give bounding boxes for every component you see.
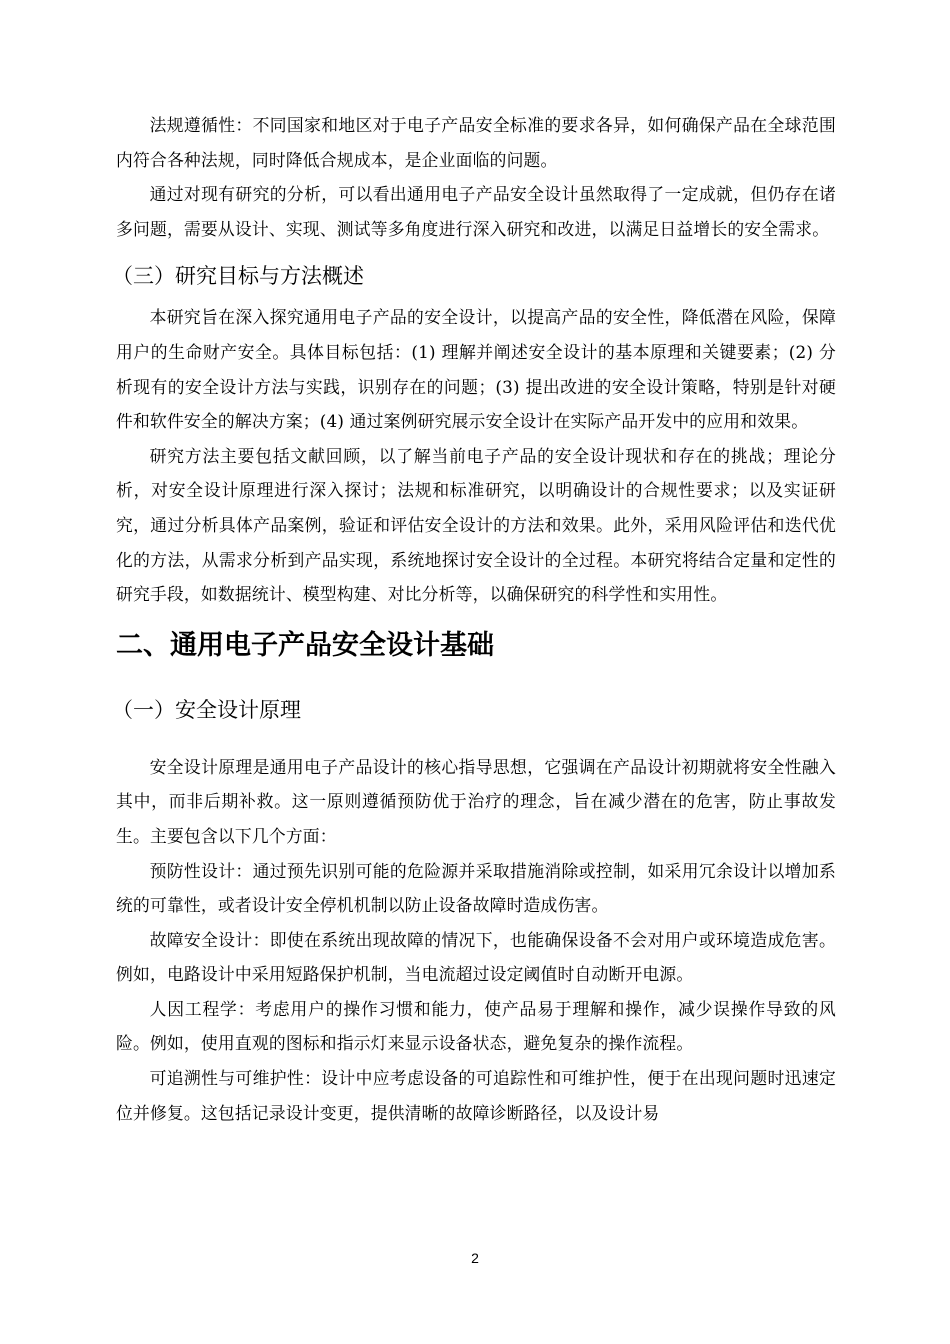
paragraph-regulatory-compliance: 法规遵循性：不同国家和地区对于电子产品安全标准的要求各异，如何确保产品在全球范围内符合各种法规，同时降低合规成本，是企业面临的问题。 (116, 115, 836, 170)
subsection-heading-research-goals: （三）研究目标与方法概述 (112, 264, 364, 289)
page-content (112, 108, 836, 1130)
paragraph-research-methods: 研究方法主要包括文献回顾，以了解当前电子产品的安全设计现状和存在的挑战；理论分析，对安全设计原理进行深入探讨；法规和标准研究，以明确设计的合规性要求；以及实证研究，通过分析具体产品案例，验证和评估安全设计的方法和效果。此外，采用风险评估和迭代优化的方法，从需求分析到产品实现，系统地探讨安全设计的全过程。本研究将结合定量和定性的研究手段，如数据统计、模型构建、对比分析等，以确保研究的科学性和实用性。 (116, 445, 836, 605)
paragraph-safety-principles-intro: 安全设计原理是通用电子产品设计的核心指导思想，它强调在产品设计初期就将安全性融入其中，而非后期补救。这一原则遵循预防优于治疗的理念，旨在减少潜在的危害，防止事故发生。主要包含以下几个方面： (116, 756, 836, 846)
paragraph-research-summary: 通过对现有研究的分析，可以看出通用电子产品安全设计虽然取得了一定成就，但仍存在诸多问题，需要从设计、实现、测试等多角度进行深入研究和改进，以满足日益增长的安全需求。 (116, 184, 836, 239)
paragraph-preventive-design: 预防性设计：通过预先识别可能的危险源并采取措施消除或控制，如采用冗余设计以增加系统的可靠性，或者设计安全停机机制以防止设备故障时造成伤害。 (116, 860, 836, 916)
paragraph-research-goals: 本研究旨在深入探究通用电子产品的安全设计，以提高产品的安全性，降低潜在风险，保障用户的生命财产安全。具体目标包括：(1) 理解并阐述安全设计的基本原理和关键要素；(2) 分析现有的安全设计方法与实践，识别存在的问题；(3) 提出改进的安全设计策略，特别是针对硬件和软件安全的解决方案；(4) 通过案例研究展示安全设计在实际产品开发中的应用和效果。 (116, 307, 836, 432)
paragraph-fail-safe-design: 故障安全设计：即使在系统出现故障的情况下，也能确保设备不会对用户或环境造成危害。例如，电路设计中采用短路保护机制，当电流超过设定阈值时自动断开电源。 (116, 929, 836, 985)
page-number: 2 (471, 1250, 479, 1266)
subsection-heading-safety-principles: （一）安全设计原理 (112, 697, 301, 722)
section-heading-safety-design-basics: 二、通用电子产品安全设计基础 (116, 629, 494, 661)
paragraph-traceability: 可追溯性与可维护性：设计中应考虑设备的可追踪性和可维护性，便于在出现问题时迅速定位并修复。这包括记录设计变更，提供清晰的故障诊断路径，以及设计易 (116, 1068, 836, 1123)
paragraph-human-factors: 人因工程学：考虑用户的操作习惯和能力，使产品易于理解和操作，减少误操作导致的风险。例如，使用直观的图标和指示灯来显示设备状态，避免复杂的操作流程。 (116, 998, 836, 1054)
